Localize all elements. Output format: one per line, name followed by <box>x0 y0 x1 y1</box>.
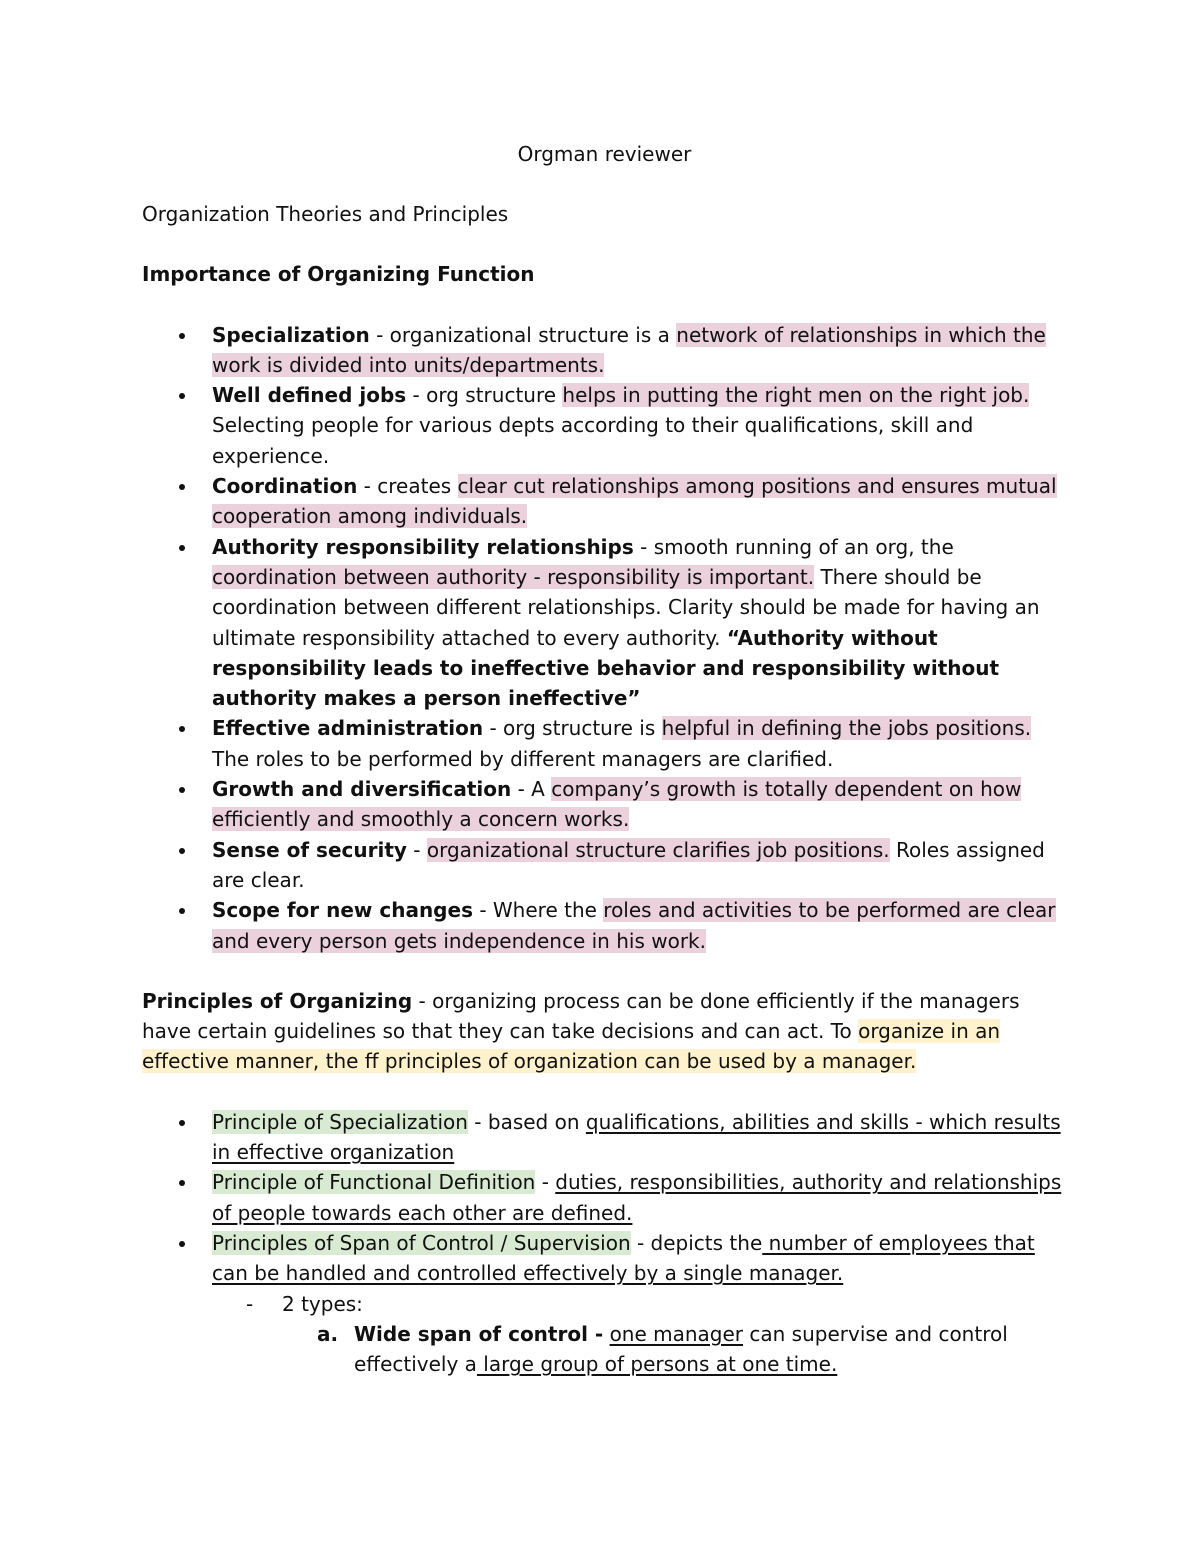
item-highlight: helps in putting the right men on the right job. <box>562 383 1030 408</box>
item-separator: - Where the <box>472 898 604 923</box>
importance-item-authority-responsibility <box>212 532 1067 714</box>
authority-quote: “Authority without responsibility leads to ineffective behavior and responsibility without authority makes a person ineffective” <box>212 625 1000 711</box>
importance-item-specialization <box>212 320 1067 381</box>
item-separator: - org structure <box>406 383 563 408</box>
item-highlight: helpful in defining the jobs positions. <box>661 716 1032 741</box>
importance-item-new-changes <box>212 895 1067 956</box>
item-separator: - org structure is <box>483 716 662 741</box>
principle-name: Principle of Functional Definition <box>212 1170 536 1195</box>
item-rest: There should be coordination between different relationships. Clarity should be made for having an ultimate responsibility attached to every authority. <box>212 564 1040 650</box>
document-body <box>142 139 1067 1379</box>
principles-term: Principles of Organizing <box>142 988 413 1013</box>
importance-item-well-defined-jobs <box>212 380 1067 471</box>
item-term: Effective administration <box>212 716 484 741</box>
importance-item-coordination <box>212 471 1067 532</box>
span-types-label-text: 2 types: <box>282 1291 363 1316</box>
principle-name: Principle of Specialization <box>212 1109 468 1134</box>
span-types-alpha-list <box>212 1319 1067 1380</box>
span-type-term: Wide span of control - <box>354 1321 604 1346</box>
span-type-mid: can supervise and control effectively a <box>354 1321 1008 1377</box>
item-term: Sense of security <box>212 837 407 862</box>
item-separator: - smooth running of an org, the <box>633 534 954 559</box>
principle-underlined: number of employees that can be handled and controlled effectively by a single manager. <box>212 1230 1035 1286</box>
principle-item-specialization <box>212 1107 1067 1168</box>
span-type-underline-2: large group of persons at one time. <box>476 1352 838 1377</box>
item-term: Growth and diversification <box>212 777 512 802</box>
principle-item-functional-definition <box>212 1167 1067 1228</box>
item-rest: The roles to be performed by different managers are clarified. <box>212 746 834 771</box>
span-type-underline-1: one manager <box>609 1321 744 1346</box>
principles-highlight: organize in an effective manner, the ff principles of organization can be used by a manager. <box>142 1019 1001 1074</box>
item-term: Scope for new changes <box>212 898 473 923</box>
item-separator: - A <box>511 777 552 802</box>
importance-item-effective-administration <box>212 713 1067 774</box>
item-term: Well defined jobs <box>212 383 407 408</box>
principle-item-span-of-control <box>212 1228 1067 1379</box>
importance-item-growth <box>212 774 1067 835</box>
item-highlight: coordination between authority - responsibility is important. <box>212 564 815 589</box>
item-highlight: company’s growth is totally dependent on how efficiently and smoothly a concern works. <box>212 777 1022 832</box>
span-types-list <box>212 1289 1067 1380</box>
item-term: Specialization <box>212 322 370 347</box>
item-highlight: organizational structure clarifies job positions. <box>426 837 890 862</box>
importance-heading: Importance of Organizing Function <box>142 262 535 287</box>
principles-list <box>142 1107 1067 1380</box>
document-subtitle: Organization Theories and Principles <box>142 202 509 226</box>
importance-list <box>142 320 1067 956</box>
span-types-label <box>282 1289 1067 1380</box>
principle-separator: - <box>535 1170 556 1195</box>
principles-text: - organizing process can be done efficiently if the managers have certain guidelines so that they can take decisions and can act. To <box>142 988 1020 1044</box>
principles-paragraph <box>142 986 1067 1077</box>
item-separator: - <box>406 837 427 862</box>
document-title: Orgman reviewer <box>517 142 692 166</box>
item-term: Authority responsibility relationships <box>212 534 634 559</box>
item-separator: - organizational structure is a <box>369 322 677 347</box>
principle-name: Principles of Span of Control / Supervision <box>212 1230 631 1255</box>
principle-underlined: qualifications, abilities and skills - which results in effective organization <box>212 1109 1061 1165</box>
span-type-wide <box>317 1319 1067 1380</box>
principle-separator: - depicts the <box>630 1230 763 1255</box>
item-rest: Roles assigned are clear. <box>212 837 1045 892</box>
alpha-marker: a. <box>317 1321 339 1346</box>
item-rest: Selecting people for various depts according to their qualifications, skill and experience. <box>212 413 974 468</box>
principle-separator: - based on <box>467 1109 586 1134</box>
item-separator: - creates <box>357 474 458 499</box>
importance-item-security <box>212 835 1067 896</box>
item-highlight: clear cut relationships among positions and ensures mutual cooperation among individuals. <box>212 474 1057 529</box>
principle-underlined: duties, responsibilities, authority and relationships of people towards each other are defined. <box>212 1170 1062 1225</box>
item-highlight: network of relationships in which the work is divided into units/departments. <box>212 322 1046 377</box>
item-highlight: roles and activities to be performed are clear and every person gets independence in his work. <box>212 898 1056 953</box>
item-term: Coordination <box>212 474 358 499</box>
